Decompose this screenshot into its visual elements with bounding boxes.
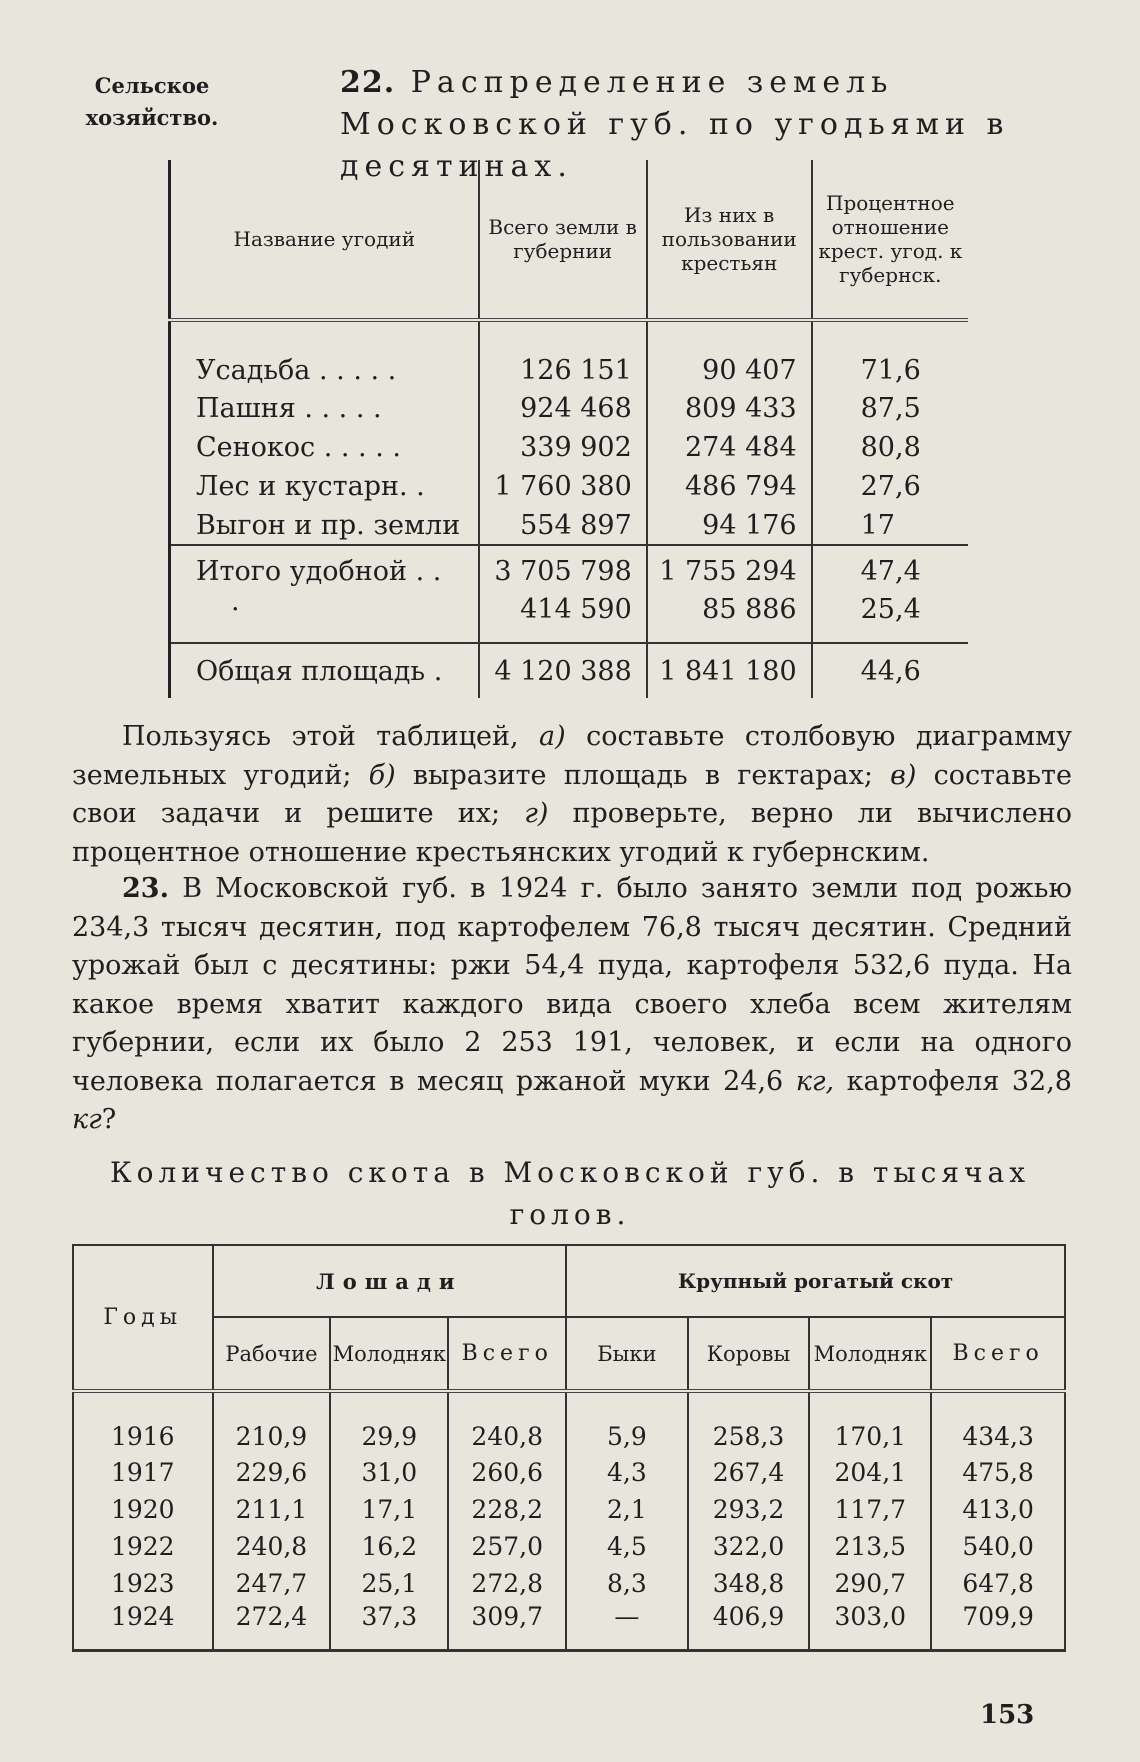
year-cell: 1922 (73, 1528, 213, 1565)
value-cell: — (566, 1602, 688, 1650)
value-cell: 229,6 (213, 1454, 331, 1491)
value-cell: 213,5 (809, 1528, 931, 1565)
value-cell: 210,9 (213, 1391, 331, 1454)
text-run: выразите площадь в гектарах; (412, 759, 873, 791)
value-cell: 37,3 (330, 1602, 448, 1650)
value-cell: 117,7 (809, 1491, 931, 1528)
land-name: Общая площадь . (170, 643, 479, 698)
value-cell: 8,3 (566, 1565, 688, 1602)
land-percent: 47,4 (812, 545, 968, 590)
exercise-23-text (72, 870, 1072, 1140)
table-row (73, 1528, 1065, 1565)
value-cell: 709,9 (931, 1602, 1065, 1650)
land-percent: 25,4 (812, 590, 968, 629)
land-peasant: 85 886 (647, 590, 812, 629)
land-name: Итого удобной . . (170, 545, 479, 590)
subheader-cows: Коровы (688, 1317, 810, 1391)
subheader-young-horses: Молодняк (330, 1317, 448, 1391)
land-peasant: 274 484 (647, 428, 812, 467)
year-cell: 1920 (73, 1491, 213, 1528)
land-name: Усадьба . . . . . (170, 320, 479, 389)
text-run: составьте свои задачи и решите их; (72, 759, 1072, 829)
value-cell: 4,5 (566, 1528, 688, 1565)
table-row (73, 1391, 1065, 1454)
value-cell: 272,8 (448, 1565, 566, 1602)
text-run: картофеля 32,8 (846, 1065, 1072, 1097)
land-peasant: 486 794 (647, 467, 812, 506)
table-row (170, 320, 969, 389)
subtotal-row (170, 545, 969, 590)
page-number: 153 (980, 1700, 1035, 1730)
table-row (170, 506, 969, 545)
text-run: В Московской губ. в 1924 г. было занято земли под рожью 234,3 тысяч десятин, под картофелем 76,8 тысяч десятин. Средний урожай был с десятины: ржи 54,4 пуда, картофеля 532,6 пуда. На какое время хватит каждого вида своего хлеба всем жителям губернии, если их было 2 253 191, человек, и если на одного человека полагается в месяц ржаной муки 24,6 (72, 873, 1072, 1097)
livestock-title: Количество скота в Московской губ. в тысячах голов. (109, 1156, 1031, 1231)
land-total: 924 468 (479, 389, 647, 428)
land-total: 1 760 380 (479, 467, 647, 506)
land-total: 554 897 (479, 506, 647, 545)
value-cell: 5,9 (566, 1391, 688, 1454)
subheader-bulls: Быки (566, 1317, 688, 1391)
value-cell: 17,1 (330, 1491, 448, 1528)
value-cell: 290,7 (809, 1565, 931, 1602)
land-total: 3 705 798 (479, 545, 647, 590)
horses-header: Лошади (213, 1245, 567, 1317)
value-cell: 257,0 (448, 1528, 566, 1565)
value-cell: 434,3 (931, 1391, 1065, 1454)
table-row (73, 1602, 1065, 1650)
value-cell: 322,0 (688, 1528, 810, 1565)
land-name: Пашня . . . . . (170, 389, 479, 428)
value-cell: 293,2 (688, 1491, 810, 1528)
land-percent: 80,8 (812, 428, 968, 467)
land-header-percent: Процентное отношение крест. угод. к губернск. (812, 160, 968, 320)
land-percent: 27,6 (812, 467, 968, 506)
problem-22-number: 22. (340, 65, 396, 100)
value-cell: 4,3 (566, 1454, 688, 1491)
margin-note: Сельское хозяйство. (85, 73, 219, 130)
unit: кг, (795, 1065, 835, 1097)
text-run: Пользуясь этой таблицей, (122, 721, 519, 752)
table-row (73, 1491, 1065, 1528)
land-percent: 87,5 (812, 389, 968, 428)
value-cell: 240,8 (448, 1391, 566, 1454)
value-cell: 303,0 (809, 1602, 931, 1650)
text-run: ? (101, 1104, 117, 1135)
land-peasant: 90 407 (647, 320, 812, 389)
land-total: 4 120 388 (479, 643, 647, 698)
problem-22-title-text: Распределение земель Московской губ. по угодьями в десятинах. (340, 65, 1010, 184)
value-cell: 267,4 (688, 1454, 810, 1491)
value-cell: 16,2 (330, 1528, 448, 1565)
value-cell: 211,1 (213, 1491, 331, 1528)
exercise-22-text (72, 718, 1072, 872)
value-cell: 258,3 (688, 1391, 810, 1454)
land-percent: 17 (812, 506, 968, 545)
table-row (170, 389, 969, 428)
land-table-header (170, 160, 969, 320)
value-cell: 413,0 (931, 1491, 1065, 1528)
year-cell: 1916 (73, 1391, 213, 1454)
value-cell: 25,1 (330, 1565, 448, 1602)
text-run: проверьте, верно ли вычислено процентное отношение крестьянских угодий к губернским. (72, 798, 1073, 868)
value-cell: 309,7 (448, 1602, 566, 1650)
item-marker: б) (368, 759, 396, 791)
land-header-name: Название угодий (170, 160, 479, 320)
land-table (168, 160, 968, 698)
livestock-table (72, 1244, 1066, 1652)
value-cell: 247,7 (213, 1565, 331, 1602)
land-percent: 44,6 (812, 643, 968, 698)
cattle-header: Крупный рогатый скот (566, 1245, 1065, 1317)
land-percent: 71,6 (812, 320, 968, 389)
value-cell: 260,6 (448, 1454, 566, 1491)
land-name: Лес и кустарн. . (170, 467, 479, 506)
value-cell: 240,8 (213, 1528, 331, 1565)
value-cell: 228,2 (448, 1491, 566, 1528)
value-cell: 170,1 (809, 1391, 931, 1454)
value-cell: 406,9 (688, 1602, 810, 1650)
table-row (170, 590, 969, 629)
year-cell: 1917 (73, 1454, 213, 1491)
item-marker: г) (524, 798, 549, 829)
subheader-working: Рабочие (213, 1317, 331, 1391)
value-cell: 204,1 (809, 1454, 931, 1491)
subheader-young-cattle: Молодняк (809, 1317, 931, 1391)
land-total: 414 590 (479, 590, 647, 629)
value-cell: 647,8 (931, 1565, 1065, 1602)
grand-total-row (170, 643, 969, 698)
land-header-peasant: Из них в пользовании крестьян (647, 160, 812, 320)
value-cell: 475,8 (931, 1454, 1065, 1491)
land-name: Сенокос . . . . . (170, 428, 479, 467)
value-cell: 272,4 (213, 1602, 331, 1650)
land-peasant: 94 176 (647, 506, 812, 545)
item-marker: а) (539, 721, 566, 752)
table-row (170, 428, 969, 467)
table-row (73, 1454, 1065, 1491)
value-cell: 540,0 (931, 1528, 1065, 1565)
years-header: Годы (73, 1245, 213, 1391)
value-cell: 29,9 (330, 1391, 448, 1454)
land-total: 339 902 (479, 428, 647, 467)
value-cell: 31,0 (330, 1454, 448, 1491)
land-peasant: 1 841 180 (647, 643, 812, 698)
subheader-cattle-total: Всего (931, 1317, 1065, 1391)
land-total: 126 151 (479, 320, 647, 389)
table-row (73, 1565, 1065, 1602)
year-cell: 1924 (73, 1602, 213, 1650)
unit: кг (72, 1104, 102, 1135)
land-peasant: 1 755 294 (647, 545, 812, 590)
spacer-row (170, 629, 969, 643)
value-cell: 2,1 (566, 1491, 688, 1528)
text-run: составьте столбовую диаграмму земельных угодий; (72, 721, 1072, 791)
land-name: · (170, 590, 479, 629)
year-cell: 1923 (73, 1565, 213, 1602)
table-row (170, 467, 969, 506)
item-marker: в) (890, 759, 917, 791)
land-header-total: Всего земли в губернии (479, 160, 647, 320)
land-name: Выгон и пр. земли (170, 506, 479, 545)
value-cell: 348,8 (688, 1565, 810, 1602)
problem-23-number: 23. (122, 873, 169, 904)
land-peasant: 809 433 (647, 389, 812, 428)
subheader-horses-total: Всего (448, 1317, 566, 1391)
